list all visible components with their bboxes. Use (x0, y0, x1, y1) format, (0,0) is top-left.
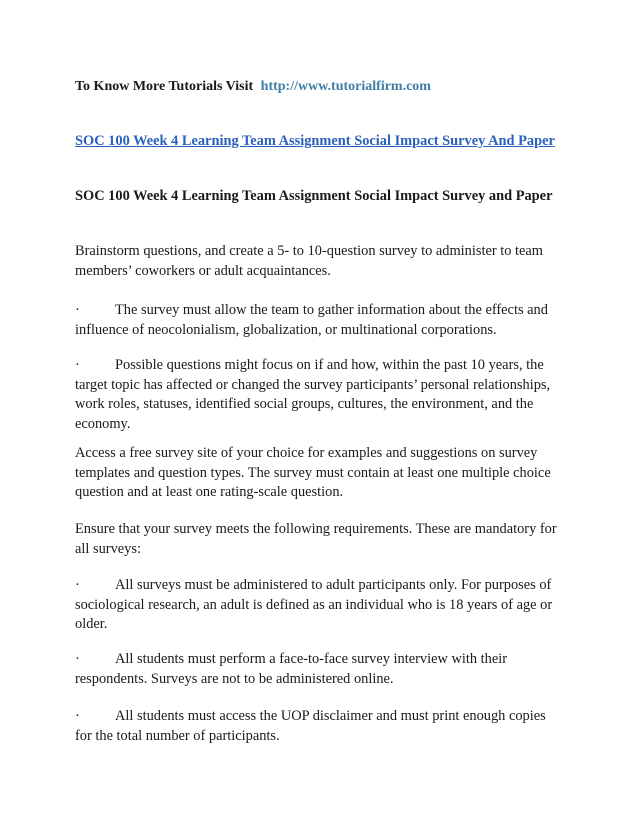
bullet-item (75, 576, 565, 635)
intro-paragraph (75, 242, 565, 281)
requirements-text: Ensure that your survey meets the following requirements. These are mandatory for all surveys: (75, 521, 557, 557)
bullet-item (75, 650, 565, 689)
bullet-item (75, 301, 565, 340)
requirements-paragraph (75, 520, 565, 559)
bullet-dot: · (75, 708, 80, 724)
document-subtitle: SOC 100 Week 4 Learning Team Assignment Social Impact Survey and Paper (75, 188, 553, 204)
bullet-text: The survey must allow the team to gather information about the effects and influence of neocolonialism, globalization, or multinational corporations. (75, 302, 548, 338)
bullet-dot: · (75, 357, 80, 373)
bullet-dot: · (75, 651, 80, 667)
bullet-text: All surveys must be administered to adult participants only. For purposes of sociological research, an adult is defined as an individual who is 18 years of age or older. (75, 577, 553, 632)
intro-text: Brainstorm questions, and create a 5- to 10-question survey to administer to team members’ coworkers or adult acquaintances. (75, 243, 543, 279)
bullet-item (75, 356, 565, 434)
bullet-text: Possible questions might focus on if and how, within the past 10 years, the target topic has affected or changed the survey participants’ personal relationships, work roles, statuses, identified social groups, cultures, the environment, and the economy. (75, 357, 551, 432)
bullet-dot: · (75, 577, 80, 593)
tutorial-site-link[interactable]: http://www.tutorialfirm.com (260, 79, 431, 94)
bullet-text: All students must access the UOP disclaimer and must print enough copies for the total number of participants. (75, 708, 546, 744)
survey-site-paragraph (75, 444, 565, 503)
survey-site-text: Access a free survey site of your choice for examples and suggestions on survey templates and question types. The survey must contain at least one multiple choice question and at least one rating-scale question. (75, 445, 551, 500)
bullet-dot: · (75, 302, 80, 318)
header-line (75, 79, 431, 95)
document-title-link[interactable]: SOC 100 Week 4 Learning Team Assignment Social Impact Survey And Paper (75, 133, 555, 149)
header-prefix: To Know More Tutorials Visit (75, 79, 254, 94)
bullet-item (75, 707, 565, 746)
bullet-text: All students must perform a face-to-face survey interview with their respondents. Surveys are not to be administered online. (75, 651, 508, 687)
